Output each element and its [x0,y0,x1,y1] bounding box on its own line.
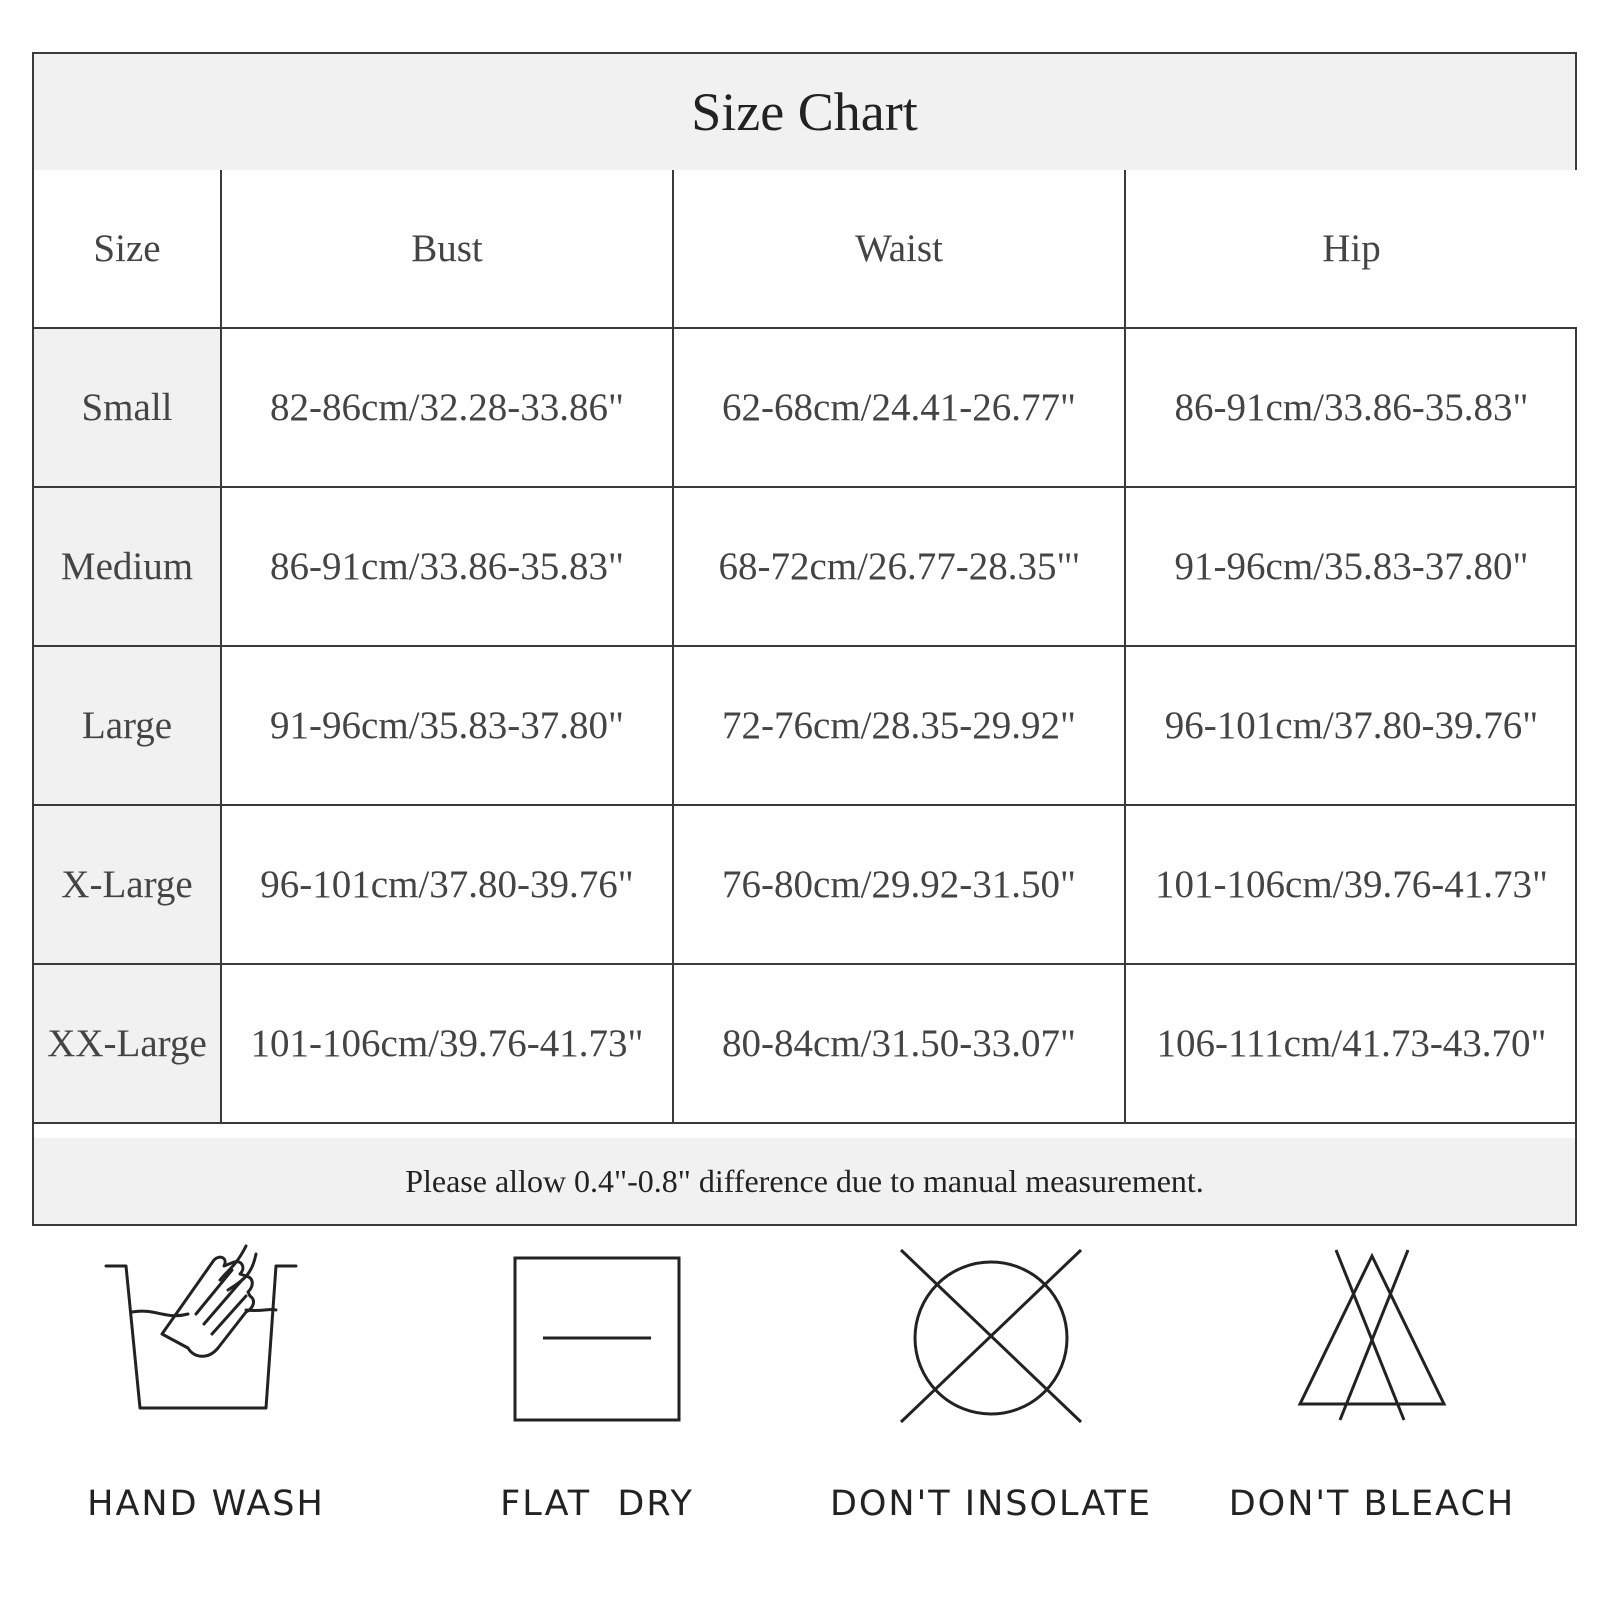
care-hand-wash [26,1240,386,1524]
size-label: Small [34,328,221,487]
bust-cell: 96-101cm/37.80-39.76" [221,805,673,964]
waist-cell: 76-80cm/29.92-31.50" [673,805,1125,964]
table-row [34,646,1577,805]
header-row [34,170,1577,328]
header-size: Size [34,170,221,328]
header-waist: Waist [673,170,1125,328]
hip-cell: 106-111cm/41.73-43.70" [1125,964,1577,1123]
bust-cell: 101-106cm/39.76-41.73" [221,964,673,1123]
size-label: X-Large [34,805,221,964]
care-flat-dry [417,1240,777,1524]
hip-cell: 86-91cm/33.86-35.83" [1125,328,1577,487]
size-label: Large [34,646,221,805]
hip-cell: 91-96cm/35.83-37.80" [1125,487,1577,646]
waist-cell: 80-84cm/31.50-33.07" [673,964,1125,1123]
size-label: Medium [34,487,221,646]
dont-bleach-label: DON'T BLEACH [1228,1484,1516,1524]
hand-wash-icon [96,1240,316,1430]
size-chart [32,52,1577,1226]
dont-insolate-label: DON'T INSOLATE [829,1484,1153,1524]
waist-cell: 72-76cm/28.35-29.92" [673,646,1125,805]
size-chart-title: Size Chart [34,54,1575,172]
flat-dry-icon [487,1240,707,1430]
care-dont-bleach [1192,1240,1552,1524]
dont-insolate-icon [881,1240,1101,1430]
table-row [34,805,1577,964]
header-hip: Hip [1125,170,1577,328]
table-row [34,328,1577,487]
bust-cell: 91-96cm/35.83-37.80" [221,646,673,805]
table-row [34,964,1577,1123]
bust-cell: 86-91cm/33.86-35.83" [221,487,673,646]
measurement-note: Please allow 0.4"-0.8" difference due to manual measurement. [34,1138,1575,1224]
hip-cell: 96-101cm/37.80-39.76" [1125,646,1577,805]
dont-bleach-icon [1262,1240,1482,1430]
care-dont-insolate [811,1240,1171,1524]
waist-cell: 68-72cm/26.77-28.35"' [673,487,1125,646]
hand-wash-label: HAND WASH [87,1484,325,1524]
waist-cell: 62-68cm/24.41-26.77" [673,328,1125,487]
size-label: XX-Large [34,964,221,1123]
header-bust: Bust [221,170,673,328]
size-table [34,170,1577,1124]
flat-dry-label: FLAT DRY [500,1484,694,1524]
bust-cell: 82-86cm/32.28-33.86" [221,328,673,487]
table-row [34,487,1577,646]
hip-cell: 101-106cm/39.76-41.73" [1125,805,1577,964]
